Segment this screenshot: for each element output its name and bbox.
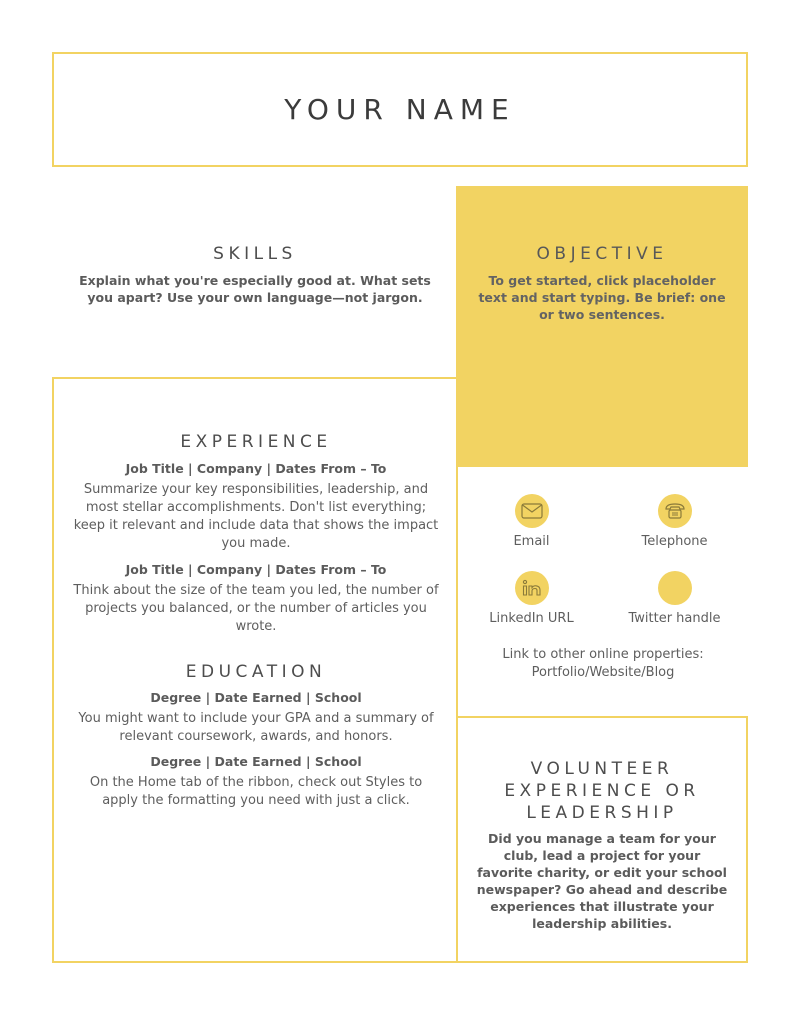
degree-heading-1[interactable]: Degree | Date Earned | School — [150, 690, 362, 705]
telephone-icon — [658, 494, 692, 528]
skills-heading[interactable]: SKILLS — [213, 244, 297, 264]
linkedin-label[interactable]: LinkedIn URL — [489, 611, 574, 626]
contact-twitter[interactable] — [603, 571, 746, 626]
education-section — [70, 662, 442, 810]
contact-telephone[interactable] — [603, 494, 746, 549]
experience-section — [70, 432, 442, 636]
telephone-label[interactable]: Telephone — [641, 534, 708, 549]
contact-section — [460, 494, 746, 682]
degree-description-2[interactable]: On the Home tab of the ribbon, check out Styles to apply the formatting you need with just a click. — [89, 775, 423, 808]
job-description-1[interactable]: Summarize your key responsibilities, leadership, and most stellar accomplishments. Don't list everything; keep it relevant and include data that shows the impact you made. — [73, 482, 439, 551]
envelope-icon — [515, 494, 549, 528]
skills-text[interactable]: Explain what you're especially good at. What sets you apart? Use your own language—not jargon. — [79, 273, 431, 305]
your-name-title[interactable]: YOUR NAME — [284, 93, 516, 126]
twitter-icon — [658, 571, 692, 605]
job-description-2[interactable]: Think about the size of the team you led, the number of projects you balanced, or the number of articles you wrote. — [73, 583, 439, 634]
linkedin-icon — [515, 571, 549, 605]
name-header-box — [52, 52, 748, 167]
objective-heading[interactable]: OBJECTIVE — [536, 244, 668, 264]
volunteer-text[interactable]: Did you manage a team for your club, lead a project for your favorite charity, or edit your school newspaper? Go ahead and describe experiences that illustrate your leadership abilities. — [476, 831, 728, 931]
job-heading-2[interactable]: Job Title | Company | Dates From – To — [125, 562, 387, 577]
objective-text[interactable]: To get started, click placeholder text and start typing. Be brief: one or two sentences. — [478, 273, 726, 322]
skills-section — [60, 244, 450, 306]
twitter-label[interactable]: Twitter handle — [628, 611, 721, 626]
degree-heading-2[interactable]: Degree | Date Earned | School — [150, 754, 362, 769]
degree-description-1[interactable]: You might want to include your GPA and a summary of relevant coursework, awards, and honors. — [78, 711, 434, 744]
online-properties-line-2: Portfolio/Website/Blog — [531, 665, 675, 680]
divider-line — [456, 467, 458, 717]
education-heading[interactable]: EDUCATION — [185, 662, 327, 682]
online-properties-line-1: Link to other online properties: — [502, 647, 704, 662]
objective-section — [456, 186, 748, 467]
online-properties-note[interactable] — [460, 646, 746, 682]
volunteer-section — [456, 716, 748, 963]
volunteer-heading[interactable]: VOLUNTEER EXPERIENCE OR LEADERSHIP — [504, 759, 700, 823]
experience-heading[interactable]: EXPERIENCE — [180, 432, 332, 452]
contact-linkedin[interactable] — [460, 571, 603, 626]
email-label[interactable]: Email — [513, 534, 550, 549]
job-heading-1[interactable]: Job Title | Company | Dates From – To — [125, 461, 387, 476]
contact-email[interactable] — [460, 494, 603, 549]
